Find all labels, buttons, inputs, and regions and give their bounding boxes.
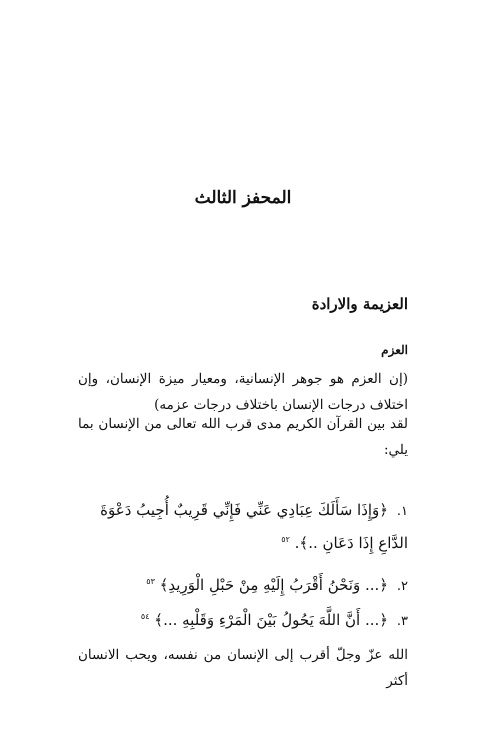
verse-number: ١. xyxy=(396,504,408,519)
chapter-title: المحفز الثالث xyxy=(194,188,292,208)
verse-text: ﴿وَإِذَا سَأَلَكَ عِبَادِي عَنِّي فَإِنِّي قَرِيبٌ أُجِيبُ دَعْوَةَ الدَّاعِ إِذَا دَعَانِ ..﴾. xyxy=(100,501,408,552)
paragraph-closing: الله عزّ وجلّ أقرب إلى الإنسان من نفسه، ويحب الانسان أكثر xyxy=(78,647,408,689)
verse-item xyxy=(68,603,408,636)
verse-item xyxy=(68,496,408,557)
footnote-marker: ٥٣ xyxy=(146,577,155,586)
verse-text: ﴿... وَنَحْنُ أَقْرَبُ إِلَيْهِ مِنْ حَبْلِ الْوَرِيدِ﴾ xyxy=(159,576,389,594)
subheading: العزم xyxy=(381,343,408,357)
section-heading: العزيمة والارادة xyxy=(311,295,408,313)
verse-number: ٣. xyxy=(396,614,408,629)
verse-item xyxy=(68,568,408,601)
paragraph-quran: لقد بين القرآن الكريم مدى قرب الله تعالى من الإنسان بما يلي: xyxy=(78,416,408,458)
verse-number: ٢. xyxy=(396,579,408,594)
footnote-marker: ٥٢ xyxy=(281,535,290,544)
verse-text: ﴿... أَنَّ اللَّهَ يَحُولُ بَيْنَ الْمَرْءِ وَقَلْبِهِ ...﴾ xyxy=(154,611,389,629)
footnote-marker: ٥٤ xyxy=(140,612,150,621)
paragraph-intro: (إن العزم هو جوهر الإنسانية، ومعيار ميزة الإنسان، وإن اختلاف درجات الإنسان باختلاف درجات عزمه) xyxy=(78,371,408,413)
